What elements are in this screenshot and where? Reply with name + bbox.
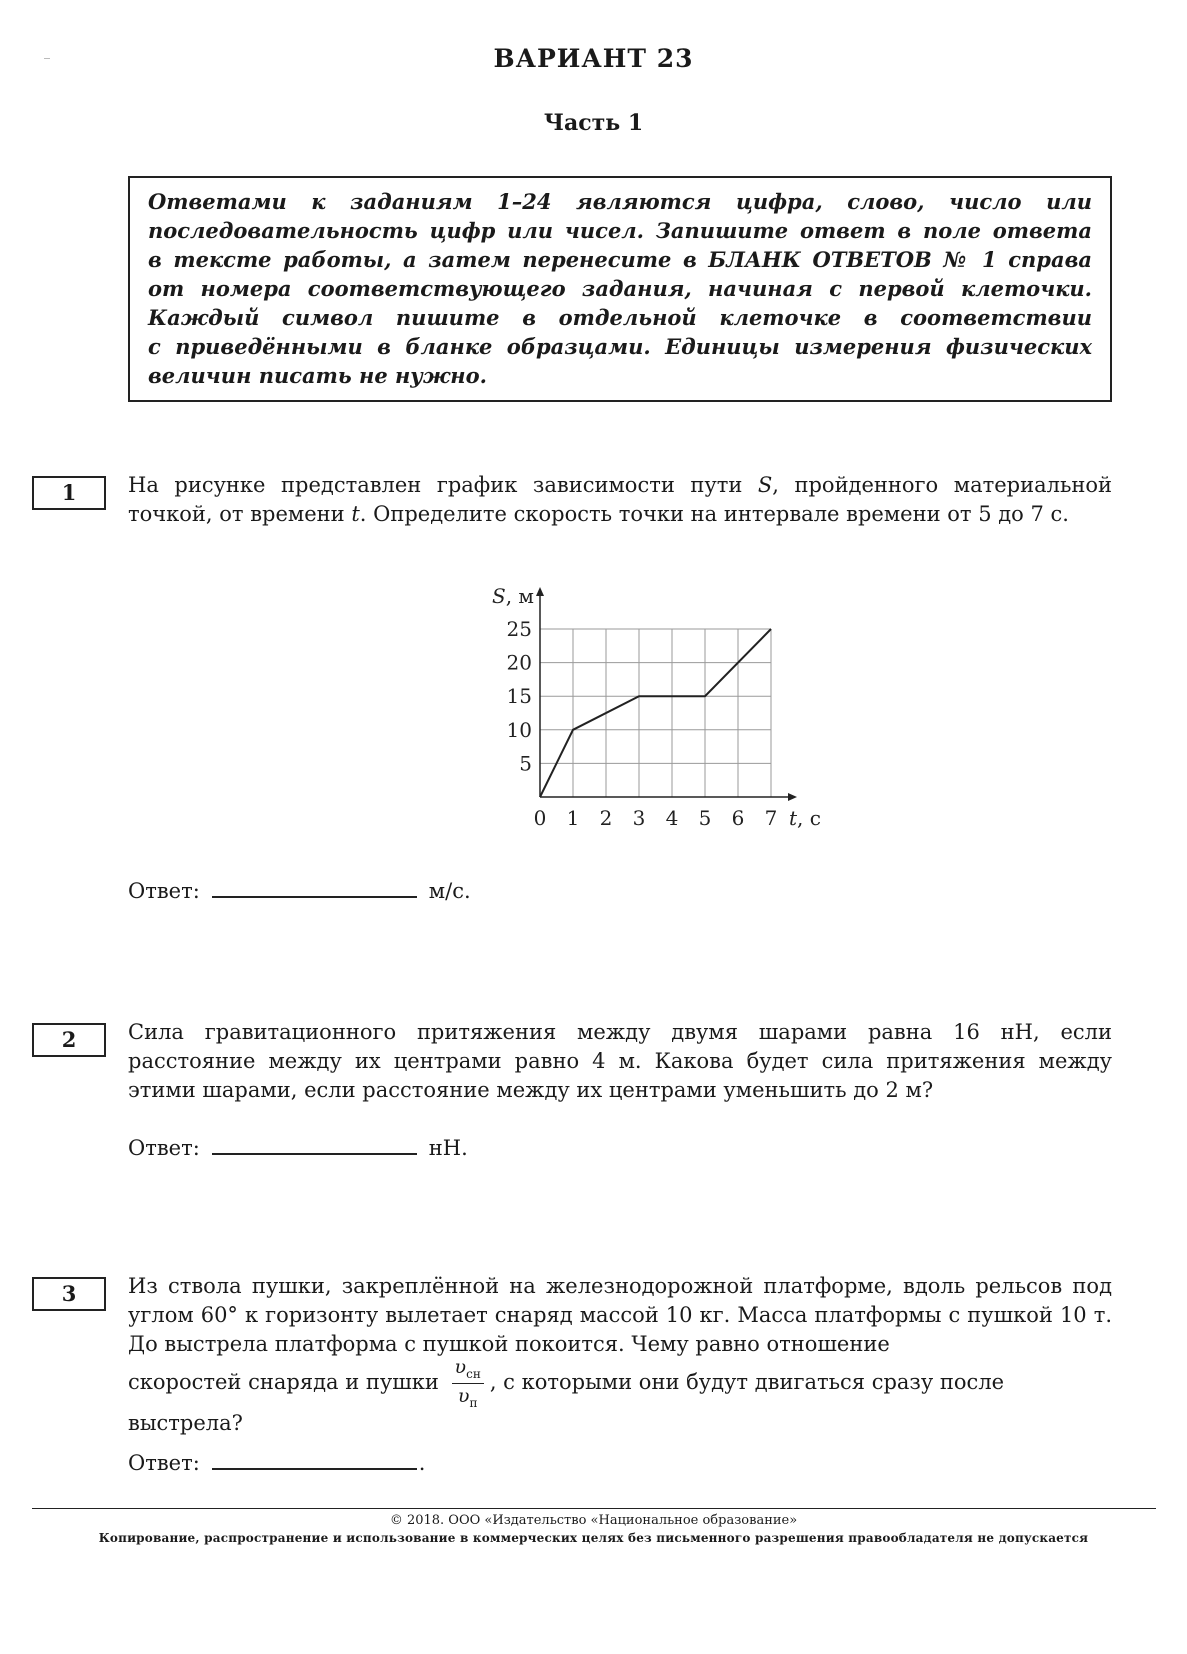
q1-text-part: На рисунке представлен график зависимости пути bbox=[128, 473, 758, 497]
question-1-text bbox=[128, 471, 1112, 529]
x-tick-label: 1 bbox=[566, 806, 580, 830]
answer-label: Ответ: bbox=[128, 1451, 200, 1475]
y-axis-label: S, м bbox=[492, 584, 534, 608]
q1-symbol-t: t bbox=[351, 502, 360, 526]
instructions-line: с приведёнными в бланке образцами. Единицы измерения физических bbox=[148, 334, 1092, 359]
velocity-ratio-fraction bbox=[452, 1358, 484, 1409]
page-title: ВАРИАНТ 23 bbox=[493, 44, 694, 73]
x-tick-label: 7 bbox=[764, 806, 778, 830]
x-axis-arrow bbox=[788, 793, 797, 801]
question-number-2: 2 bbox=[32, 1023, 106, 1057]
answer-row-1 bbox=[128, 876, 471, 906]
q3-text-after: , с которыми они будут двигаться сразу после выстрела? bbox=[128, 1369, 1005, 1435]
answer-row-2 bbox=[128, 1133, 468, 1163]
x-tick-label: 3 bbox=[632, 806, 646, 830]
q1-text-part: , пройденного материальной точкой, от времени bbox=[128, 473, 1113, 526]
q1-text-part: . Определите скорость точки на интервале времени от 5 до 7 с. bbox=[359, 502, 1069, 526]
x-tick-label: 0 bbox=[533, 806, 547, 830]
fraction-denominator: $\upsilon_п$ bbox=[457, 1384, 478, 1410]
footer-copyright: © 2018. ООО «Издательство «Национальное образование» bbox=[389, 1513, 798, 1528]
series-line bbox=[540, 629, 771, 797]
y-tick-label: 25 bbox=[506, 617, 532, 641]
instructions-line: Каждый символ пишите в отдельной клеточке в соответствии bbox=[148, 305, 1092, 330]
answer-label: Ответ: bbox=[128, 1136, 200, 1160]
part-title: Часть 1 bbox=[543, 110, 644, 136]
instructions-box bbox=[128, 176, 1112, 402]
answer-label: Ответ: bbox=[128, 879, 200, 903]
fraction-numerator: $\upsilon_{сн}$ bbox=[452, 1358, 484, 1384]
question-2-text: Сила гравитационного притяжения между двумя шарами равна 16 нН, если расстояние между их центрами равно 4 м. Какова будет сила притяжения между этими шарами, если расстояние между их центрами уменьшить до 2 м? bbox=[128, 1020, 1112, 1102]
answer-unit: . bbox=[418, 1451, 426, 1475]
x-tick-label: 4 bbox=[665, 806, 679, 830]
y-tick-label: 20 bbox=[506, 650, 532, 675]
instructions-line: последовательность цифр или чисел. Запишите ответ в поле ответа bbox=[148, 218, 1092, 243]
instructions-line: от номера соответствующего задания, начиная с первой клеточки. bbox=[148, 276, 1092, 301]
question-3-fraction-line bbox=[128, 1358, 1112, 1438]
q1-symbol-s: S bbox=[757, 473, 773, 497]
footer-notice: Копирование, распространение и использование в коммерческих целях без письменного разрешения правообладателя не допускается bbox=[98, 1531, 1089, 1545]
instructions-line: в тексте работы, а затем перенесите в БЛАНК ОТВЕТОВ № 1 справа bbox=[148, 247, 1092, 272]
question-3-text: Из ствола пушки, закреплённой на железнодорожной платформе, вдоль рельсов под углом 60° к горизонту вылетает снаряд массой 10 кг. Масса платформы с пушкой 10 т. До выстрела платформа с пушкой покоится. Чему равно отношение bbox=[128, 1274, 1112, 1356]
y-tick-label: 5 bbox=[519, 751, 532, 776]
y-tick-label: 15 bbox=[506, 684, 532, 709]
question-number-1: 1 bbox=[32, 476, 106, 510]
x-tick-label: 2 bbox=[599, 806, 613, 830]
x-tick-label: 6 bbox=[731, 806, 745, 830]
instructions-line: величин писать не нужно. bbox=[148, 363, 487, 388]
answer-unit: нН. bbox=[428, 1136, 468, 1160]
answer-field-1[interactable] bbox=[212, 876, 417, 898]
distance-time-chart bbox=[470, 575, 840, 835]
instructions-line: Ответами к заданиям 1–24 являются цифра, слово, число или bbox=[148, 189, 1092, 214]
y-tick-label: 10 bbox=[506, 717, 532, 742]
answer-unit: м/с. bbox=[428, 879, 471, 903]
q3-text-before: скоростей снаряда и пушки bbox=[128, 1369, 439, 1394]
question-number-3: 3 bbox=[32, 1277, 106, 1311]
footer-divider bbox=[32, 1508, 1156, 1509]
y-axis-arrow bbox=[536, 587, 544, 596]
x-axis-label: t, с bbox=[789, 806, 821, 830]
answer-row-3 bbox=[128, 1448, 425, 1478]
answer-field-2[interactable] bbox=[212, 1133, 417, 1155]
answer-field-3[interactable] bbox=[212, 1448, 417, 1470]
x-tick-label: 5 bbox=[698, 806, 712, 830]
